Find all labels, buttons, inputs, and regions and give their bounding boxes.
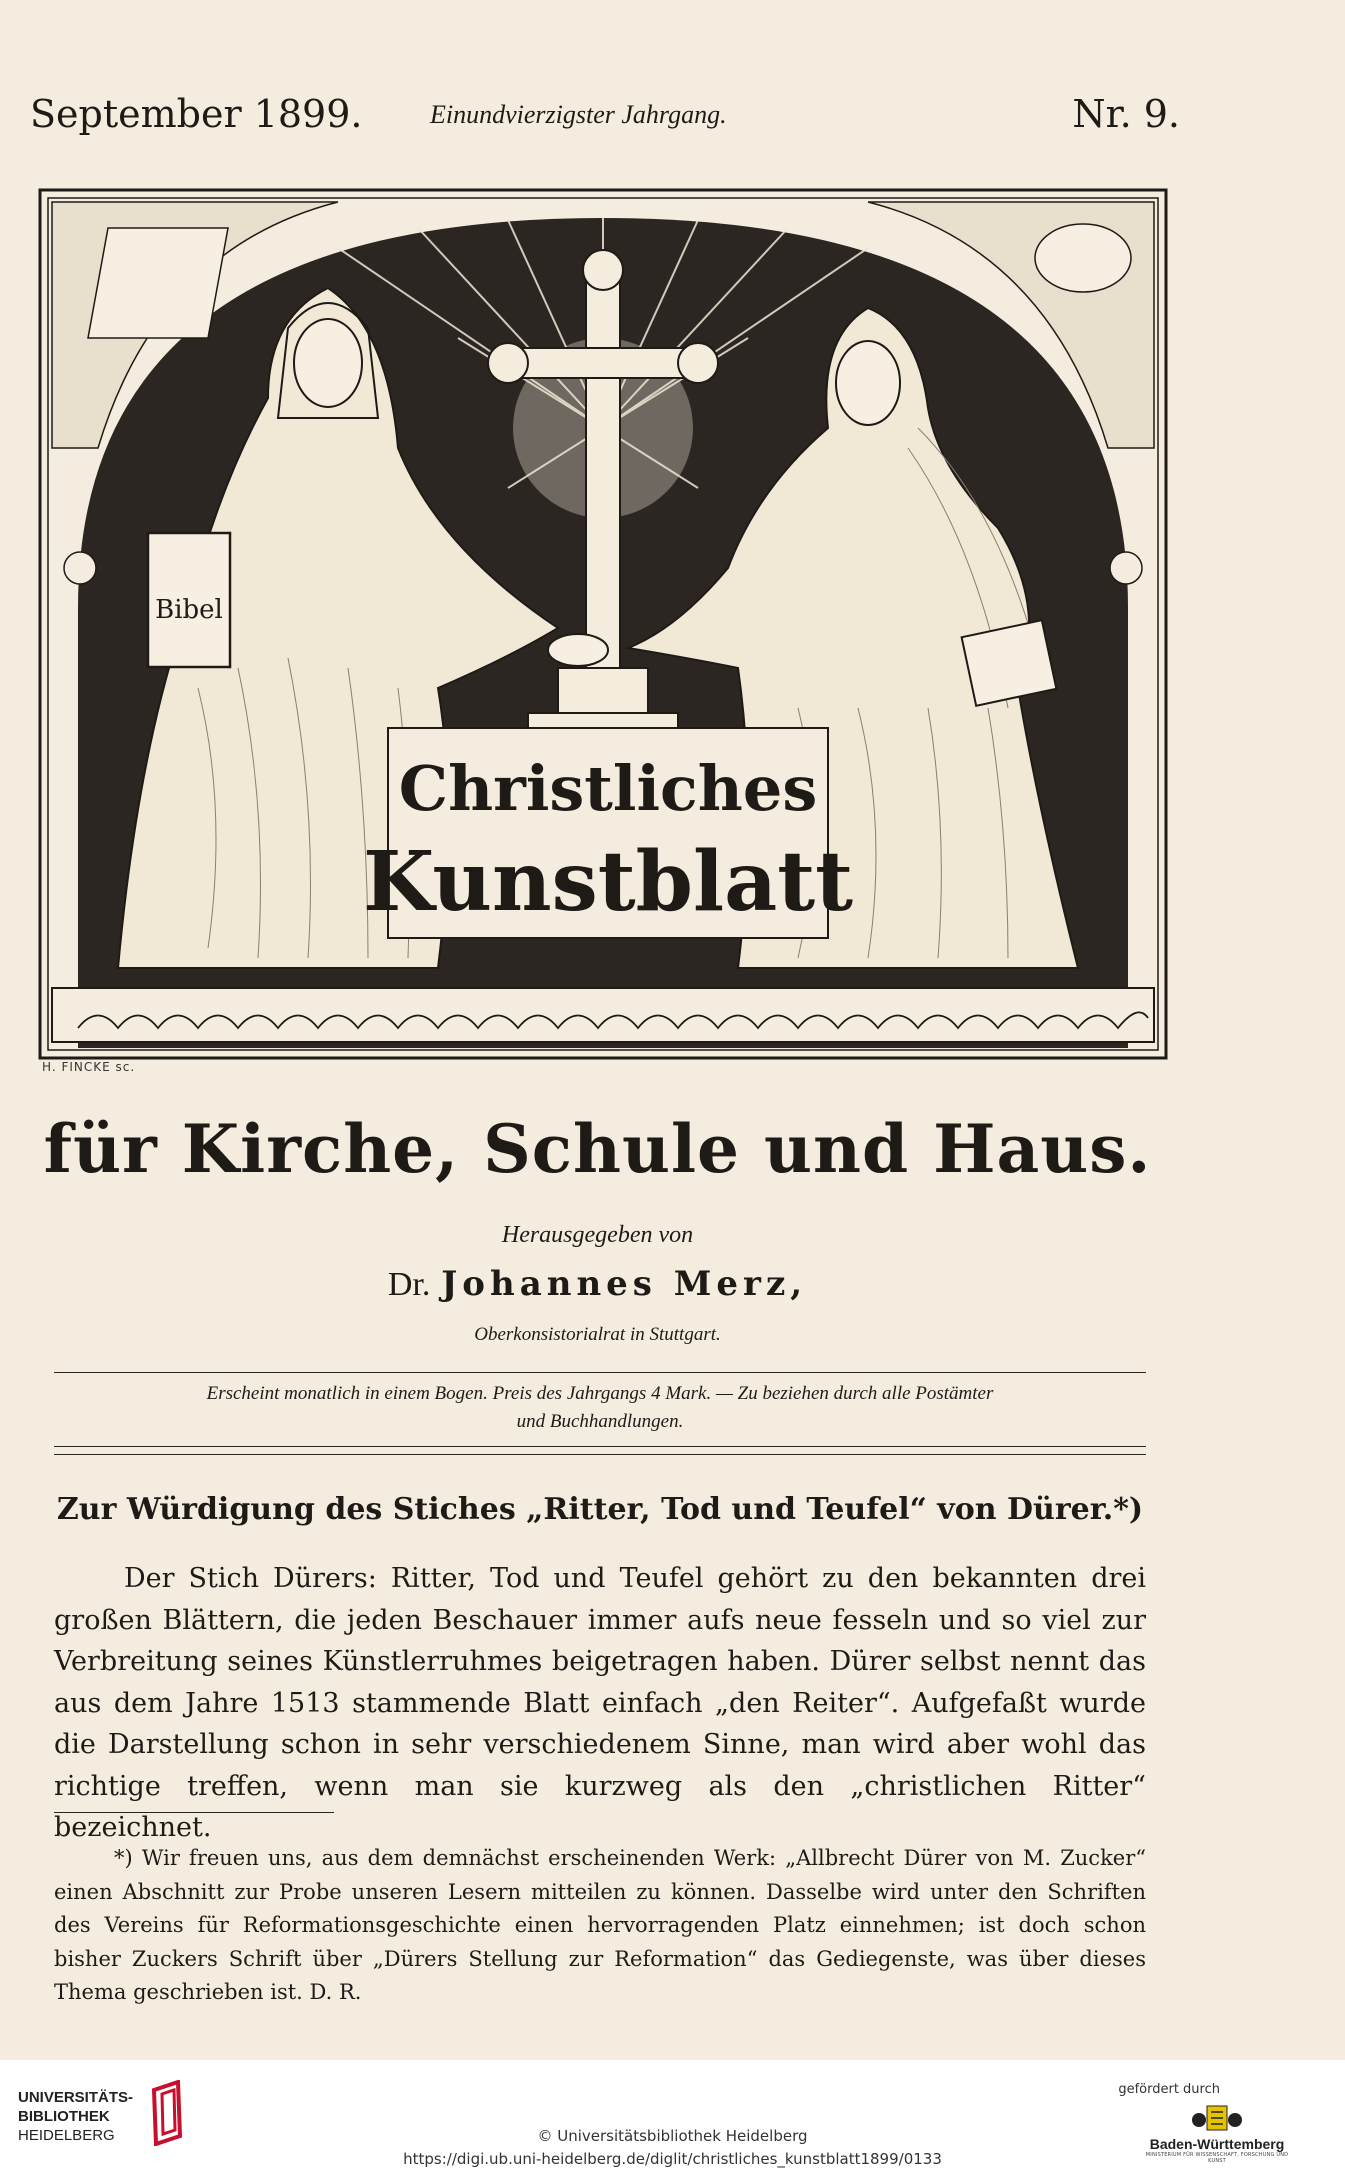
editor-label: Herausgegeben von <box>501 1222 694 1248</box>
volume-label: Einundvierzigster Jahrgang. <box>430 100 727 129</box>
article-title: Zur Würdigung des Stiches „Ritter, Tod und Teufel“ von Dürer.*) <box>56 1492 1144 1527</box>
issue-date: September 1899. <box>30 92 363 136</box>
editor-name <box>0 1264 1195 1304</box>
book-label: Bibel <box>155 595 223 625</box>
publication-info-line1: Erscheint monatlich in einem Bogen. Preis des Jahrgangs 4 Mark. — Zu beziehen durch alle Postämter <box>206 1383 994 1404</box>
editor-title: Oberkonsistorialrat in Stuttgart. <box>474 1324 721 1345</box>
engraving-illustration <box>38 188 1168 1060</box>
funder-name: Baden-Württemberg <box>1149 2136 1285 2152</box>
library-line3: HEIDELBERG <box>18 2127 115 2144</box>
engraver-signature: H. FINCKE sc. <box>42 1060 136 1074</box>
article-footnote: *) Wir freuen uns, aus dem demnächst erscheinenden Werk: „Allbrecht Dürer von M. Zucker“ einen Abschnitt zur Probe unseren Lesern mitteilen zu können. Dasselbe wird unter den Schriften des Vereins für Reformationsgeschichte einen hervorragenden Platz einnehmen; ist doch schon bisher Zuckers Schrift über „Dürers Stellung zur Reformation“ das Gediegenste, was über dieses Thema geschrieben ist. D. R. <box>54 1846 1146 2004</box>
funder-label: gefördert durch <box>1118 2082 1220 2097</box>
issue-number: Nr. 9. <box>1072 92 1180 136</box>
library-line1: UNIVERSITÄTS- <box>18 2089 134 2106</box>
state-coat-of-arms-icon <box>1189 2102 1245 2134</box>
plate-title-line2: Kunstblatt <box>362 834 854 930</box>
masthead <box>30 92 1180 142</box>
title-engraving <box>38 188 1168 1060</box>
publication-info-line2: und Buchhandlungen. <box>516 1411 684 1432</box>
copyright-notice: © Universitätsbibliothek Heidelberg <box>537 2127 808 2145</box>
divider-bottom-2 <box>54 1454 1146 1455</box>
article-body: Der Stich Dürers: Ritter, Tod und Teufel gehört zu den bekannten drei großen Blättern, die jeden Beschauer immer aufs neue fesseln und so viel zur Verbreitung seines Künstlerruhmes beigetragen haben. Dürer selbst nennt das aus dem Jahre 1513 stammende Blatt einfach „den Reiter“. Aufgefaßt wurde die Darstellung schon in sehr verschiedenem Sinne, man wird aber wohl das richtige treffen, wenn man sie kurzweg als den „christlichen Ritter“ bezeichnet. <box>54 1563 1146 1843</box>
source-url-link[interactable]: https://digi.ub.uni-heidelberg.de/diglit/christliches_kunstblatt1899/0133 <box>403 2150 942 2168</box>
editor-fullname: Johannes Merz, <box>441 1264 808 1304</box>
funder-subtitle: MINISTERIUM FÜR WISSENSCHAFT, FORSCHUNG UND KUNST <box>1145 2152 1289 2164</box>
library-line2: BIBLIOTHEK <box>18 2108 110 2125</box>
funder-logo <box>1137 2102 1297 2162</box>
publication-info <box>54 1380 1146 1436</box>
journal-subtitle: für Kirche, Schule und Haus. <box>43 1110 1152 1188</box>
editor-prefix: Dr. <box>387 1266 431 1303</box>
divider-bottom-1 <box>54 1446 1146 1447</box>
footnote-rule <box>54 1812 334 1813</box>
divider-top <box>54 1372 1146 1373</box>
plate-title-line1: Christliches <box>398 752 818 825</box>
